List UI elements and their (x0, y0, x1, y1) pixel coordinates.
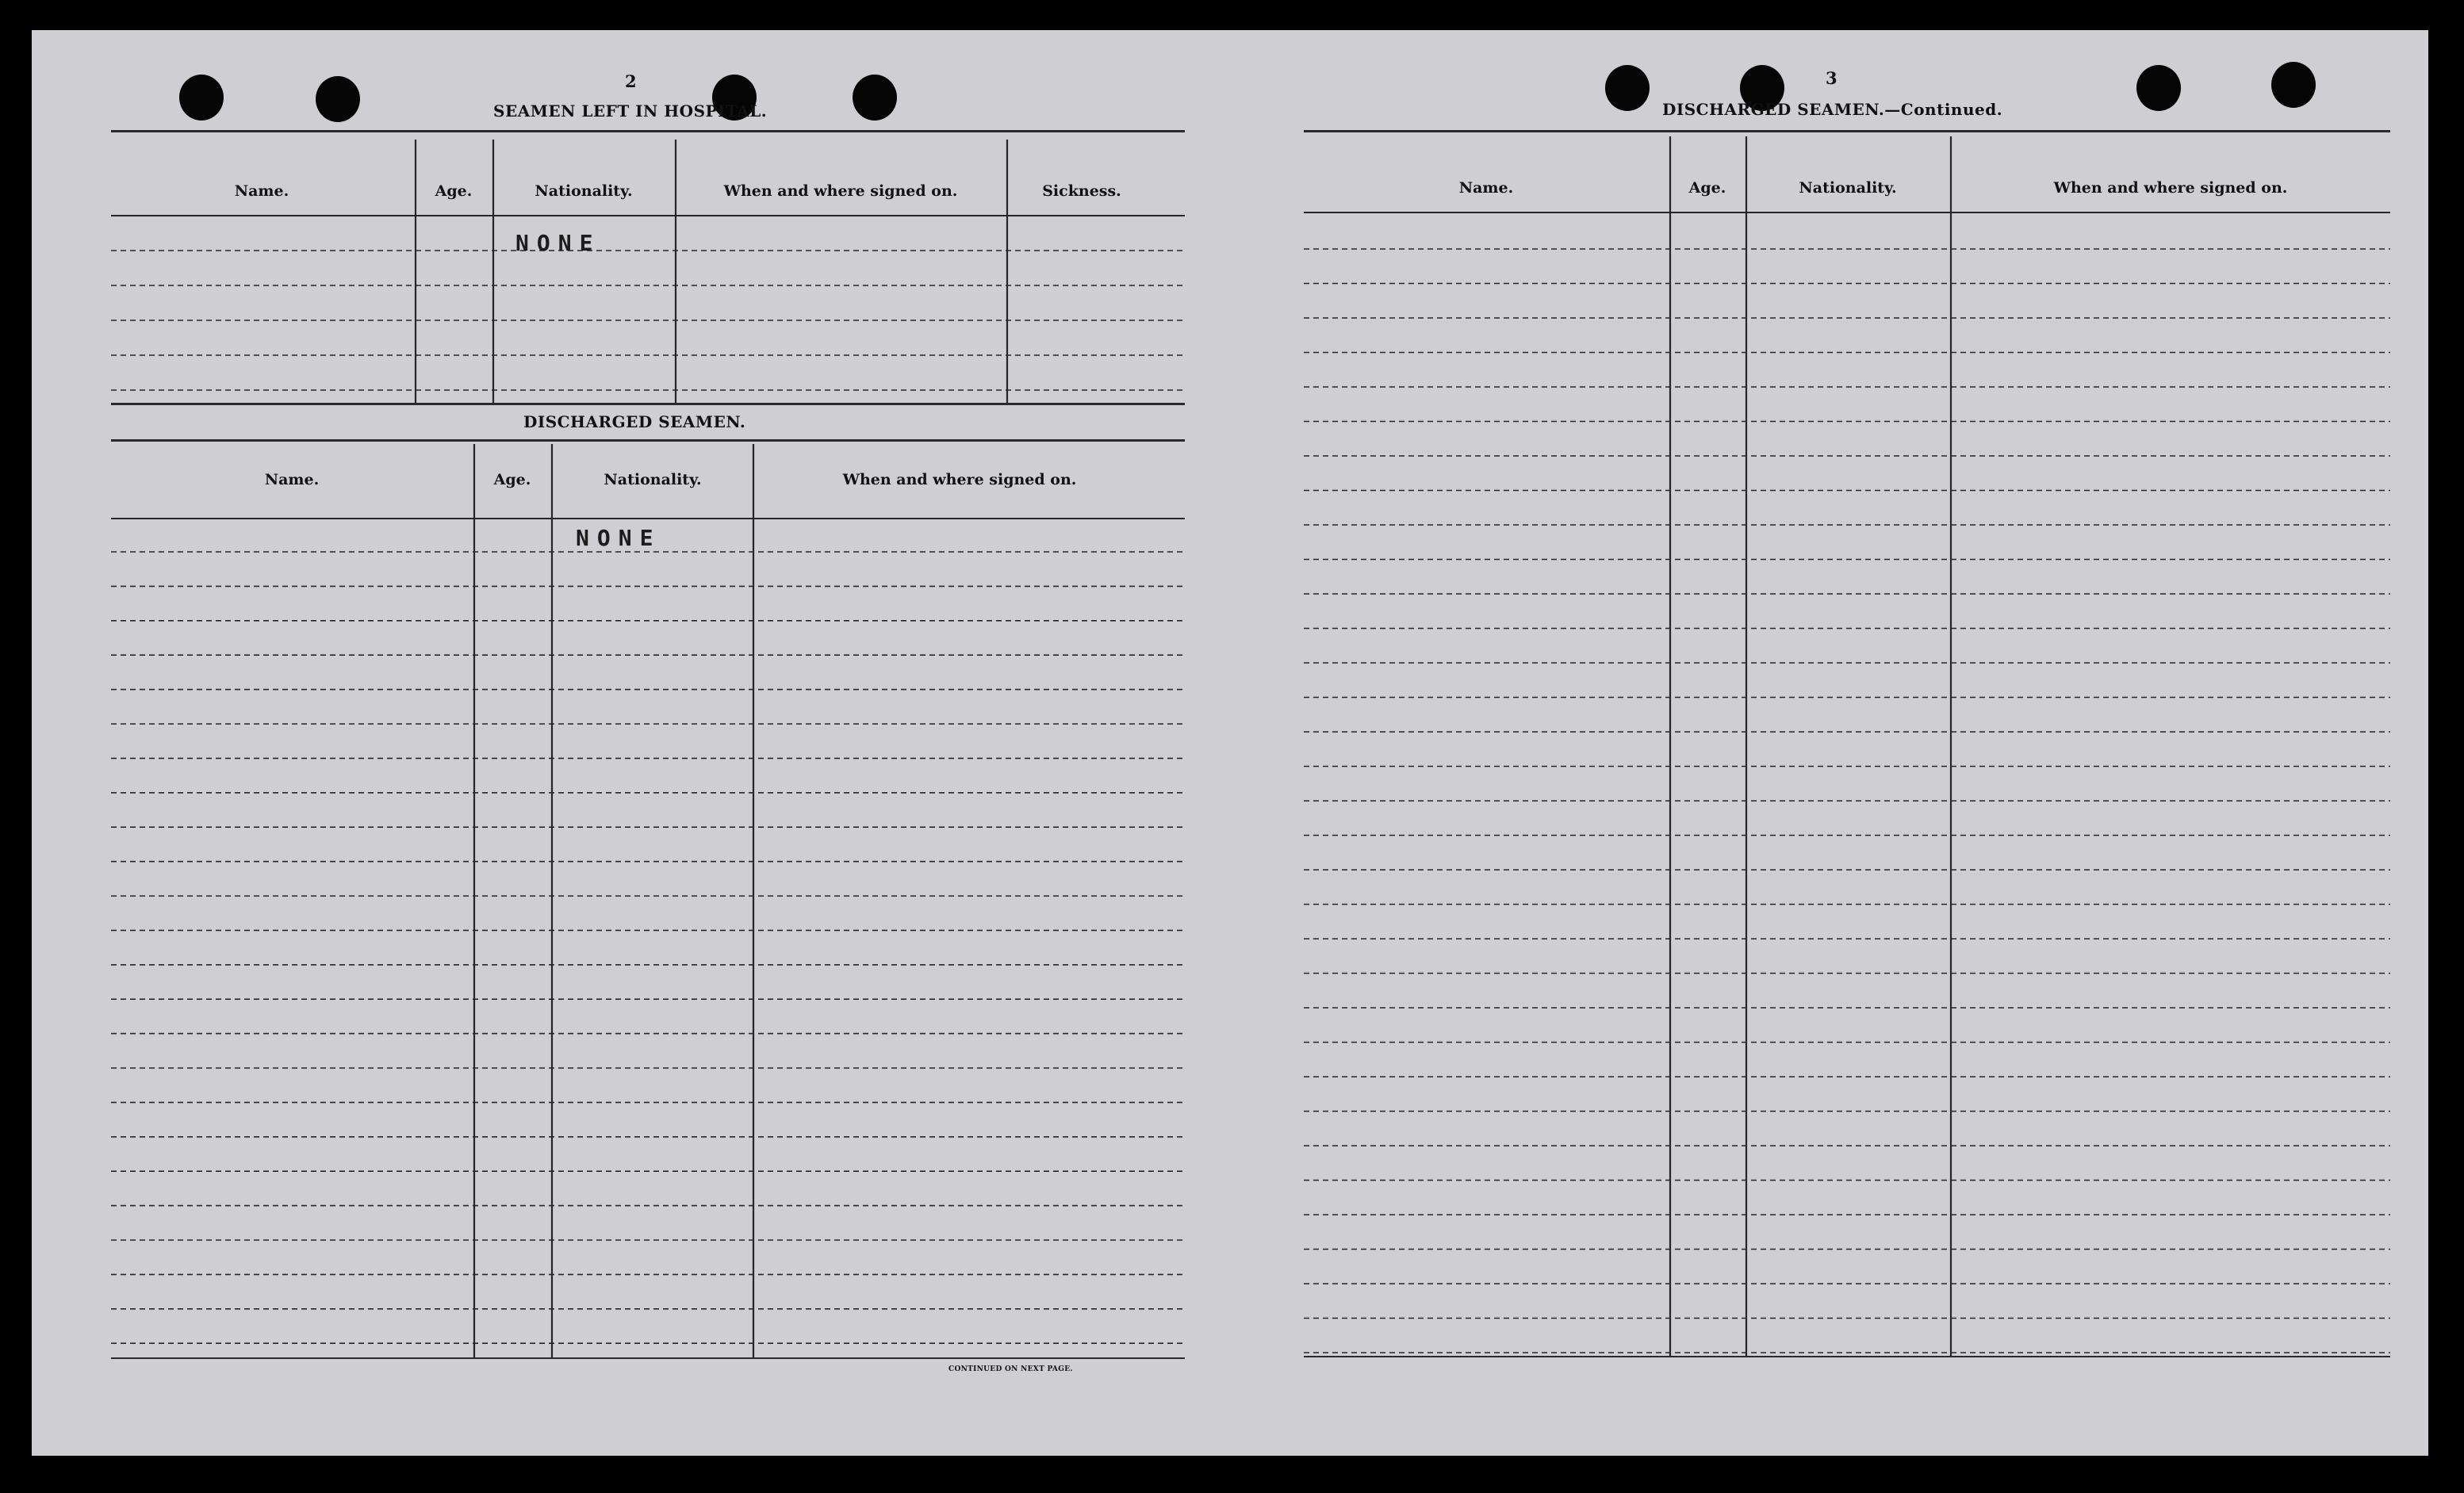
punch-hole (2271, 62, 2316, 108)
hospital-table (111, 140, 1185, 403)
divider (1304, 130, 2390, 132)
discharged-section-title: DISCHARGED SEAMEN. (523, 412, 746, 431)
column-header-signed-on: When and where signed on. (842, 471, 1077, 488)
punch-hole (316, 76, 360, 122)
bottom-rule (111, 1357, 1185, 1359)
punch-hole (1605, 65, 1650, 111)
page-number: 3 (1826, 68, 1837, 88)
none-stamp: NONE (515, 230, 601, 256)
column-header-age: Age. (1688, 179, 1726, 197)
discharged-continued-table (1304, 136, 2390, 1357)
column-header-name: Name. (1458, 179, 1514, 197)
discharged-table (111, 444, 1185, 1357)
ruling-lines (111, 444, 1185, 1357)
column-header-age: Age. (435, 182, 473, 200)
column-header-name: Name. (264, 471, 320, 488)
column-header-nationality: Nationality. (604, 471, 702, 488)
discharged-continued-title: DISCHARGED SEAMEN.—Continued. (1662, 100, 2003, 119)
column-header-nationality: Nationality. (1799, 179, 1897, 197)
column-header-signed-on: When and where signed on. (2053, 179, 2288, 197)
column-header-name: Name. (234, 182, 289, 200)
column-header-age: Age. (493, 471, 531, 488)
punch-hole (2136, 65, 2181, 111)
column-header-signed-on: When and where signed on. (723, 182, 958, 200)
bottom-rule (1304, 1356, 2390, 1357)
column-header-sickness: Sickness. (1042, 182, 1121, 200)
page-number: 2 (625, 71, 637, 91)
ruling-lines (1304, 136, 2390, 1357)
divider (111, 403, 1185, 405)
punch-hole (853, 75, 897, 121)
divider (111, 439, 1185, 442)
hospital-section-title: SEAMEN LEFT IN HOSPITAL. (493, 101, 768, 121)
column-header-nationality: Nationality. (535, 182, 633, 200)
continued-footer: CONTINUED ON NEXT PAGE. (948, 1365, 1073, 1373)
ledger-sheet (32, 30, 2428, 1456)
punch-hole (179, 75, 224, 121)
ruling-lines (111, 140, 1185, 403)
divider (111, 130, 1185, 132)
none-stamp: NONE (576, 525, 661, 551)
